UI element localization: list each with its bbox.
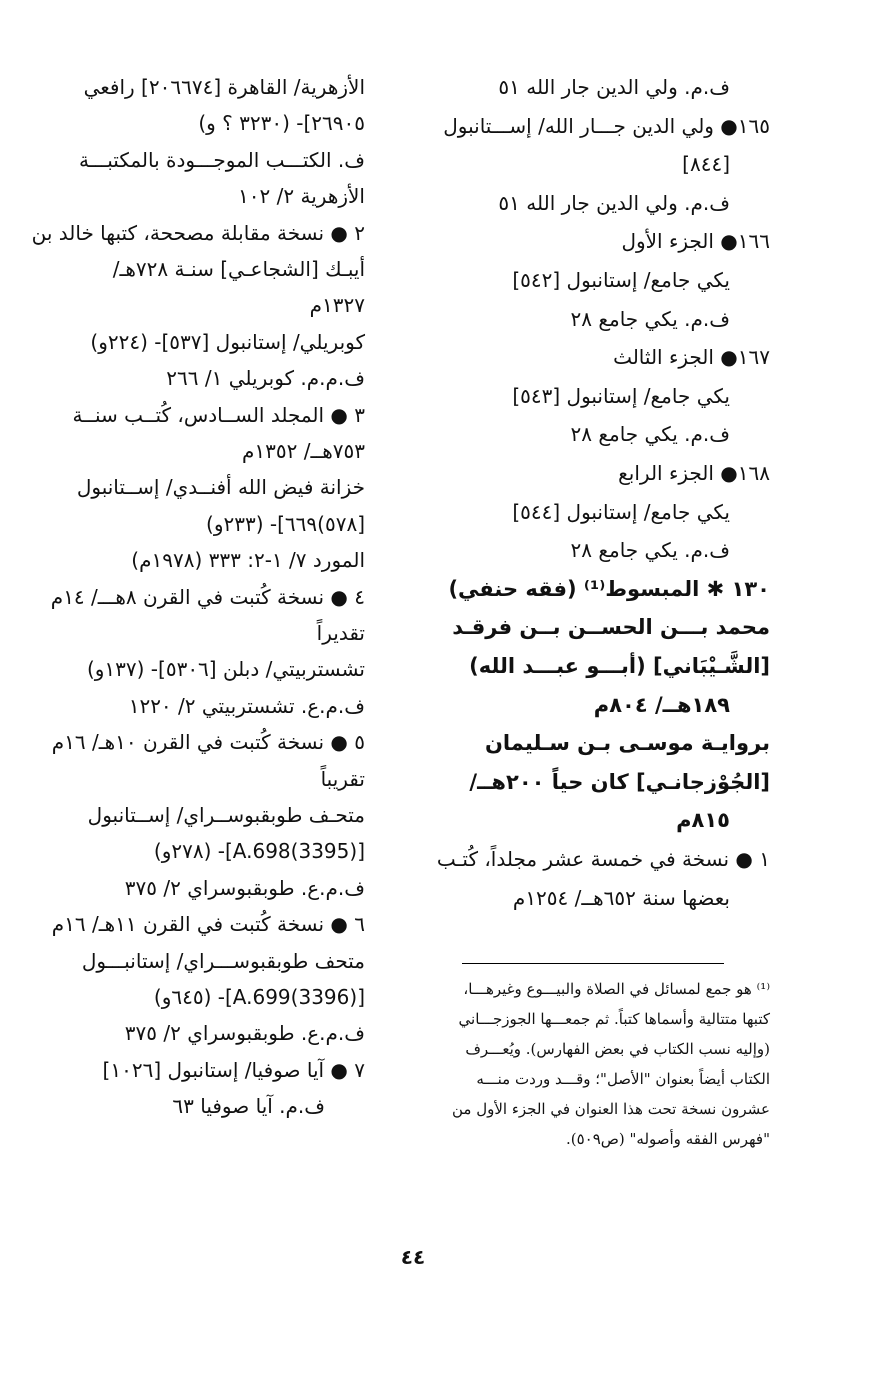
page-number: ٤٤ bbox=[400, 1245, 426, 1269]
text-line: متحـف طوبقبوســراي/ إســتانبول bbox=[87, 803, 365, 827]
text-line: ف.م. يكي جامع ٢٨ bbox=[570, 306, 730, 331]
text-line: ١ ● نسخة في خمسة عشر مجلداً، كُتـب bbox=[436, 847, 770, 871]
text-line: ف.م.ع. تشستربيتي ٢/ ١٢٢٠ bbox=[128, 693, 365, 718]
text-line: بعضها سنة ٦٥٢هــ/ ١٢٥٤م bbox=[512, 885, 730, 910]
text-line: كوبريلي/ إستانبول [٥٣٧]- (٢٢٤و) bbox=[90, 329, 365, 354]
text-line: متحف طوبقبوســـراي/ إستانبـــول bbox=[81, 948, 365, 973]
text-line: ف.م. يكي جامع ٢٨ bbox=[570, 422, 730, 447]
text-line: ف.م.م. كوبريلي ١/ ٢٦٦ bbox=[166, 366, 365, 391]
text-line: تقريباً bbox=[320, 766, 365, 791]
text-line: [٨٤٤] bbox=[682, 152, 730, 177]
text-line: تقديراً bbox=[316, 621, 365, 645]
footnote-separator bbox=[462, 963, 724, 964]
text-line: ف.م. آيا صوفيا ٦٣ bbox=[172, 1094, 325, 1119]
text-line: ٥ ● نسخة كُتبت في القرن ١٠هـ/ ١٦م bbox=[51, 730, 365, 755]
text-line: يكي جامع/ إستانبول [٥٤٢] bbox=[512, 268, 730, 292]
text-line: ٧ ● آيا صوفيا/ إستانبول [١٠٢٦] bbox=[102, 1057, 365, 1082]
text-line: الأزهرية ٢/ ١٠٢ bbox=[238, 184, 365, 209]
text-line: الأزهرية/ القاهرة [٢٠٦٦٧٤] رافعي bbox=[83, 75, 365, 99]
text-line: ١٦٧● الجزء الثالث bbox=[613, 345, 770, 370]
text-line: ٤ ● نسخة كُتبت في القرن ٨هـــ/ ١٤م bbox=[50, 584, 365, 609]
footnote-line: "فهرس الفقه وأصوله" (ص٥٠٩). bbox=[565, 1130, 770, 1148]
text-line: يكي جامع/ إستانبول [٥٤٤] bbox=[512, 499, 730, 524]
text-line: ٢٦٩٠٥]- (٣٢٣٠ ؟ و) bbox=[198, 111, 365, 136]
text-line: ٦ ● نسخة كُتبت في القرن ١١هـ/ ١٦م bbox=[51, 912, 365, 937]
text-line: [٥٧٨)٦٦٩]- (٢٣٣و) bbox=[206, 511, 365, 536]
text-line: ف.م.ع. طوبقبوسراي ٢/ ٣٧٥ bbox=[124, 875, 365, 900]
footnote-line: ⁽¹⁾ هو جمع لمسائل في الصلاة والبيـــوع وغيرهـــا، bbox=[463, 980, 770, 998]
text-line: ف.م. ولي الدين جار الله ٥١ bbox=[498, 75, 730, 99]
text-line: ف. الكتـــب الموجـــودة بالمكتبـــة bbox=[78, 147, 365, 172]
text-line: ٨١٥م bbox=[676, 808, 730, 833]
footnote-line: (وإليه نسب الكتاب في بعض الفهارس). ويُعـــرف bbox=[465, 1040, 770, 1058]
text-line: تشستربيتي/ دبلن [٥٣٠٦]- (١٣٧و) bbox=[86, 657, 365, 682]
text-line: ١٦٨● الجزء الرابع bbox=[618, 461, 770, 485]
text-line: ف.م.ع. طوبقبوسراي ٢/ ٣٧٥ bbox=[124, 1021, 365, 1046]
text-line: بروايـة موسـى بـن سـليمان bbox=[485, 731, 770, 756]
text-line: ٢ ● نسخة مقابلة مصححة، كتبها خالد بن bbox=[31, 220, 365, 245]
text-line: ٣ ● المجلد الســادس، كُتــب سنــة bbox=[72, 402, 365, 427]
text-line: ١٣٢٧م bbox=[309, 293, 365, 318]
text-line: المورد ٧/ ١-٢: ٣٣٣ (١٩٧٨م) bbox=[131, 548, 365, 573]
text-line: ٧٥٣هــ/ ١٣٥٢م bbox=[242, 439, 365, 463]
text-line: ف.م. يكي جامع ٢٨ bbox=[570, 538, 730, 563]
text-line: ١٦٥● ولي الدين جـــار الله/ إســـتانبول bbox=[443, 113, 770, 138]
text-line: ١٣٠ ✱ المبسوط⁽¹⁾ (فقه حنفي) bbox=[448, 576, 770, 601]
text-line: [الشَّـيْبَاني] (أبـــو عبـــد الله) bbox=[469, 654, 770, 678]
text-line: ١٦٦● الجزء الأول bbox=[621, 229, 770, 254]
text-line: ١٨٩هــ/ ٨٠٤م bbox=[593, 692, 730, 717]
text-line: [(3395)A.698]- (٢٧٨و) bbox=[153, 839, 365, 864]
text-line: أيبـك [الشجاعـي] سنـة ٧٢٨هـ/ bbox=[112, 257, 365, 281]
footnote-line: الكتاب أيضاً بعنوان "الأصل"؛ وقـــد وردت منـــه bbox=[476, 1070, 770, 1088]
footnote-line: كتبها متتالية وأسماها كتباً. ثم جمعـــها الجوزجـــاني bbox=[458, 1010, 770, 1028]
text-line: ف.م. ولي الدين جار الله ٥١ bbox=[498, 190, 730, 215]
footnote-line: عشرون نسخة تحت هذا العنوان في الجزء الأول من bbox=[451, 1100, 770, 1118]
text-line: محمد بـــن الحســن بــن فرقـد bbox=[452, 615, 770, 640]
text-line: خزانة فيض الله أفنــدي/ إســتانبول bbox=[76, 475, 365, 500]
text-line: يكي جامع/ إستانبول [٥٤٣] bbox=[512, 383, 730, 408]
text-line: [(3396)A.699]- (٦٤٥و) bbox=[153, 985, 365, 1009]
text-line: [الجُوْزجانـي] كان حياً ٢٠٠هــ/ bbox=[469, 769, 770, 794]
